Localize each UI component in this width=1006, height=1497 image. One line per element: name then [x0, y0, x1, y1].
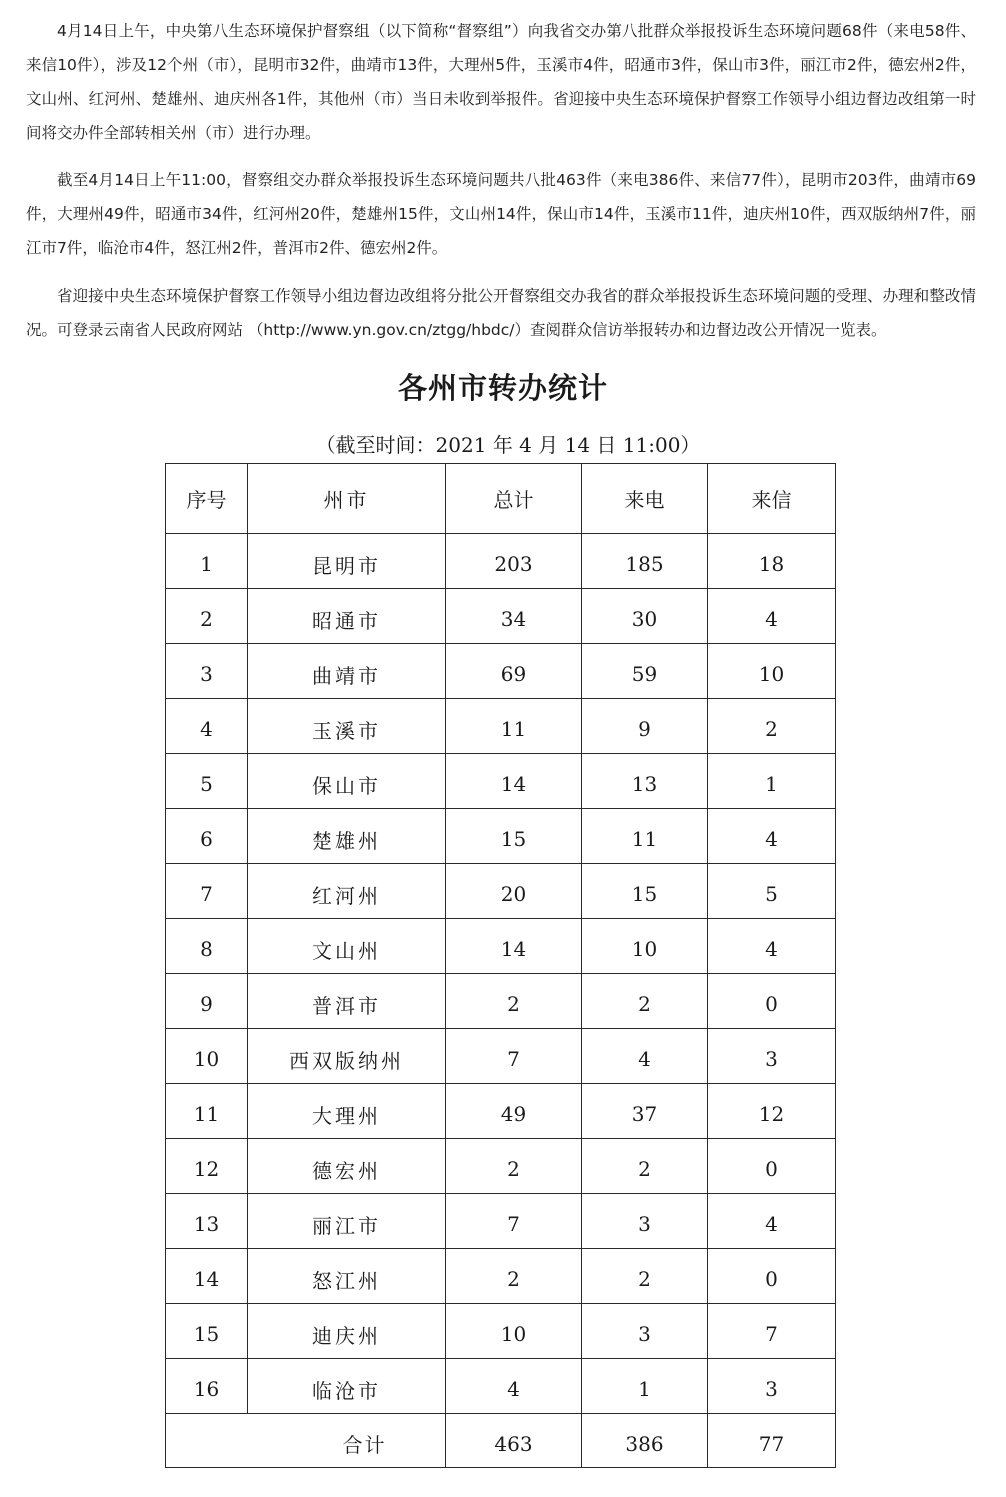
cell-no: 8 — [166, 919, 248, 974]
cell-no: 2 — [166, 589, 248, 644]
cell-no: 3 — [166, 644, 248, 699]
header-letter: 来信 — [708, 464, 836, 534]
cell-phone: 59 — [582, 644, 708, 699]
cell-no: 16 — [166, 1359, 248, 1414]
total-letter: 77 — [708, 1414, 836, 1468]
header-total: 总计 — [446, 464, 582, 534]
cell-city: 丽江市 — [248, 1194, 446, 1249]
table-row — [166, 754, 836, 809]
intro-paragraph: 4月14日上午，中央第八生态环境保护督察组（以下简称“督察组”）向我省交办第八批群众举报投诉生态环境问题68件（来电58件、来信10件），涉及12个州（市），昆明市32件，曲靖市13件，大理州5件，玉溪市4件，昭通市3件，保山市3件，丽江市2件，德宏州2件，文山州、红河州、楚雄州、迪庆州各1件，其他州（市）当日未收到举报件。省迎接中央生态环境保护督察工作领导小组边督边改组第一时间将交办件全部转相关州（市）进行办理。 — [26, 22, 976, 142]
table-row — [166, 534, 836, 589]
table-title: 各州市转办统计 — [397, 371, 608, 405]
table-row — [166, 1139, 836, 1194]
cell-city: 临沧市 — [248, 1359, 446, 1414]
cell-letter: 5 — [708, 864, 836, 919]
table-row — [166, 974, 836, 1029]
cell-no: 11 — [166, 1084, 248, 1139]
table-row — [166, 1084, 836, 1139]
cell-phone: 3 — [582, 1194, 708, 1249]
cell-no: 10 — [166, 1029, 248, 1084]
cell-letter: 7 — [708, 1304, 836, 1359]
cell-no: 15 — [166, 1304, 248, 1359]
table-total-row — [166, 1414, 836, 1468]
cell-letter: 3 — [708, 1359, 836, 1414]
cell-city: 保山市 — [248, 754, 446, 809]
disclosure-paragraph: 省迎接中央生态环境保护督察工作领导小组边督边改组将分批公开督察组交办我省的群众举报投诉生态环境问题的受理、办理和整改情况。可登录云南省人民政府网站 （http://www.yn.gov.cn/ztgg/hbdc/）查阅群众信访举报转办和边督边改公开情况一览表。 — [26, 287, 976, 339]
cell-city: 普洱市 — [248, 974, 446, 1029]
cell-no: 6 — [166, 809, 248, 864]
cell-phone: 37 — [582, 1084, 708, 1139]
cell-total: 34 — [446, 589, 582, 644]
cell-letter: 0 — [708, 1139, 836, 1194]
cell-phone: 4 — [582, 1029, 708, 1084]
table-row — [166, 1194, 836, 1249]
header-no: 序号 — [166, 464, 248, 534]
cell-city: 德宏州 — [248, 1139, 446, 1194]
cell-letter: 4 — [708, 809, 836, 864]
cell-no: 5 — [166, 754, 248, 809]
cell-city: 迪庆州 — [248, 1304, 446, 1359]
cell-city: 怒江州 — [248, 1249, 446, 1304]
cell-phone: 30 — [582, 589, 708, 644]
cell-phone: 185 — [582, 534, 708, 589]
cell-phone: 2 — [582, 1139, 708, 1194]
cell-city: 昭通市 — [248, 589, 446, 644]
cell-city: 昆明市 — [248, 534, 446, 589]
cell-city: 西双版纳州 — [248, 1029, 446, 1084]
table-row — [166, 1249, 836, 1304]
cell-city: 红河州 — [248, 864, 446, 919]
cell-phone: 9 — [582, 699, 708, 754]
cell-total: 15 — [446, 809, 582, 864]
cell-total: 2 — [446, 1249, 582, 1304]
cell-letter: 18 — [708, 534, 836, 589]
cell-phone: 2 — [582, 1249, 708, 1304]
table-row — [166, 809, 836, 864]
cell-phone: 3 — [582, 1304, 708, 1359]
cell-city: 文山州 — [248, 919, 446, 974]
statistics-table — [165, 463, 836, 1468]
table-row — [166, 1029, 836, 1084]
cell-city: 楚雄州 — [248, 809, 446, 864]
cell-city: 曲靖市 — [248, 644, 446, 699]
cell-city: 大理州 — [248, 1084, 446, 1139]
cell-phone: 11 — [582, 809, 708, 864]
cell-no: 7 — [166, 864, 248, 919]
cumulative-paragraph: 截至4月14日上午11:00，督察组交办群众举报投诉生态环境问题共八批463件（来电386件、来信77件），昆明市203件，曲靖市69件，大理州49件，昭通市34件，红河州20件，楚雄州15件，文山州14件，保山市14件，玉溪市11件，迪庆州10件，西双版纳州7件，丽江市7件，临沧市4件，怒江州2件，普洱市2件、德宏州2件。 — [26, 171, 976, 257]
cell-phone: 2 — [582, 974, 708, 1029]
header-phone: 来电 — [582, 464, 708, 534]
cell-letter: 3 — [708, 1029, 836, 1084]
cell-no: 14 — [166, 1249, 248, 1304]
table-row — [166, 699, 836, 754]
table-row — [166, 919, 836, 974]
cell-city: 玉溪市 — [248, 699, 446, 754]
cell-phone: 10 — [582, 919, 708, 974]
cell-letter: 4 — [708, 919, 836, 974]
cell-letter: 4 — [708, 589, 836, 644]
header-city: 州市 — [248, 464, 446, 534]
cell-letter: 2 — [708, 699, 836, 754]
total-sum: 463 — [446, 1414, 582, 1468]
cell-total: 14 — [446, 754, 582, 809]
table-header-row — [166, 464, 836, 534]
cell-letter: 10 — [708, 644, 836, 699]
cell-total: 203 — [446, 534, 582, 589]
table-body — [166, 534, 836, 1414]
cell-letter: 0 — [708, 974, 836, 1029]
table-row — [166, 589, 836, 644]
cell-no: 12 — [166, 1139, 248, 1194]
table-row — [166, 864, 836, 919]
cell-letter: 0 — [708, 1249, 836, 1304]
table-row — [166, 1304, 836, 1359]
cell-total: 20 — [446, 864, 582, 919]
total-label: 合计 — [166, 1414, 446, 1468]
cell-no: 13 — [166, 1194, 248, 1249]
cell-letter: 4 — [708, 1194, 836, 1249]
cell-total: 10 — [446, 1304, 582, 1359]
cell-phone: 13 — [582, 754, 708, 809]
cell-total: 14 — [446, 919, 582, 974]
cell-total: 4 — [446, 1359, 582, 1414]
cell-letter: 1 — [708, 754, 836, 809]
cell-phone: 1 — [582, 1359, 708, 1414]
cell-total: 11 — [446, 699, 582, 754]
total-phone: 386 — [582, 1414, 708, 1468]
cell-no: 1 — [166, 534, 248, 589]
cell-total: 2 — [446, 974, 582, 1029]
cell-total: 7 — [446, 1194, 582, 1249]
cell-total: 7 — [446, 1029, 582, 1084]
cell-no: 9 — [166, 974, 248, 1029]
cell-letter: 12 — [708, 1084, 836, 1139]
table-row — [166, 644, 836, 699]
cell-no: 4 — [166, 699, 248, 754]
cell-total: 49 — [446, 1084, 582, 1139]
cell-phone: 15 — [582, 864, 708, 919]
table-row — [166, 1359, 836, 1414]
cell-total: 69 — [446, 644, 582, 699]
table-subtitle: （截至时间：2021 年 4 月 14 日 11:00） — [315, 433, 701, 457]
cell-total: 2 — [446, 1139, 582, 1194]
